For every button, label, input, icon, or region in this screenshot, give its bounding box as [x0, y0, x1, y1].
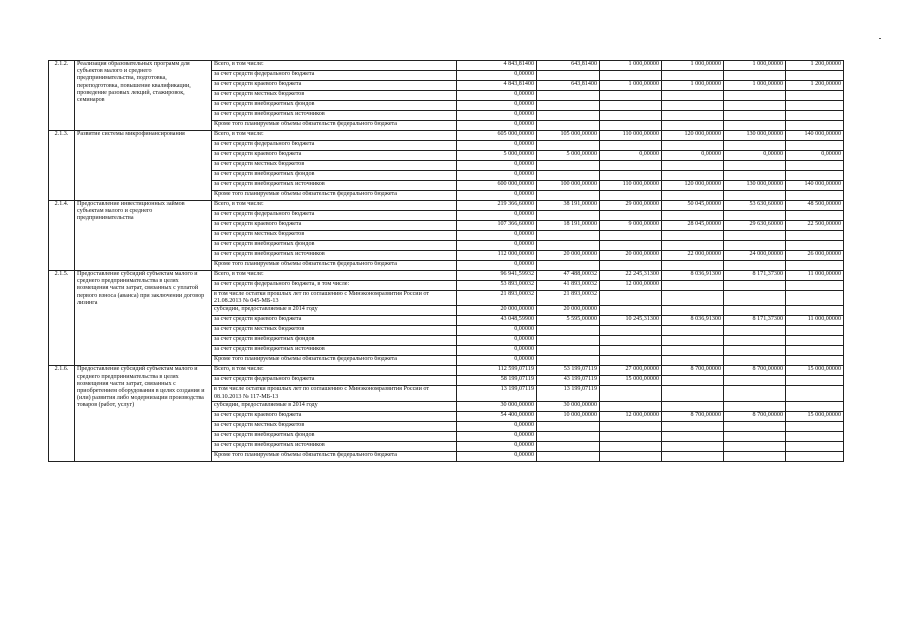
amount-year [600, 91, 662, 101]
amount-year [600, 71, 662, 81]
amount-year: 8 036,91300 [662, 271, 724, 281]
amount-year [600, 101, 662, 111]
amount-year [662, 171, 724, 181]
amount-total: 0,00000 [457, 441, 537, 451]
amount-total: 21 893,00032 [457, 291, 537, 306]
amount-total: 0,00000 [457, 91, 537, 101]
amount-year: 0,00000 [786, 151, 844, 161]
funding-source: за счет средств местных бюджетов [212, 91, 457, 101]
amount-year: 15 000,00000 [786, 411, 844, 421]
funding-source: Кроме того планируемые объемы обязательств федерального бюджета [212, 121, 457, 131]
amount-year [662, 91, 724, 101]
funding-table [48, 60, 844, 462]
amount-year: 8 700,00000 [724, 366, 786, 376]
funding-source: Всего, в том числе: [212, 201, 457, 211]
amount-year [537, 261, 600, 271]
funding-source: субсидии, предоставляемые в 2014 году [212, 306, 457, 316]
amount-year [662, 326, 724, 336]
amount-year [662, 141, 724, 151]
amount-year [662, 121, 724, 131]
amount-year [786, 451, 844, 461]
amount-year [786, 401, 844, 411]
amount-year [600, 161, 662, 171]
amount-year [662, 191, 724, 201]
amount-year [537, 421, 600, 431]
section-title: Предоставление субсидий субъектам малого и среднего предпринимательства в целях возмещения части затрат, связанных с уплатой первого взноса (аванса) при заключении договор лизинга [75, 271, 212, 366]
amount-year [786, 441, 844, 451]
amount-year [786, 421, 844, 431]
funding-source: Всего, в том числе: [212, 271, 457, 281]
amount-year: 0,00000 [662, 151, 724, 161]
amount-year: 22 245,31300 [600, 271, 662, 281]
amount-year [537, 121, 600, 131]
amount-year [600, 356, 662, 366]
amount-year [786, 386, 844, 401]
amount-total: 30 000,00000 [457, 401, 537, 411]
amount-year [662, 111, 724, 121]
amount-year [724, 346, 786, 356]
funding-source: за счет средств краевого бюджета [212, 221, 457, 231]
amount-total: 605 000,00000 [457, 131, 537, 141]
amount-year [786, 121, 844, 131]
amount-year [786, 101, 844, 111]
funding-source: за счет средств федерального бюджета [212, 71, 457, 81]
amount-year [724, 451, 786, 461]
amount-year: 47 488,00032 [537, 271, 600, 281]
amount-year [600, 421, 662, 431]
amount-year: 120 000,00000 [662, 131, 724, 141]
amount-total: 0,00000 [457, 111, 537, 121]
amount-year: 1 000,00000 [600, 81, 662, 91]
amount-year [786, 111, 844, 121]
funding-source: за счет средств внебюджетных источников [212, 111, 457, 121]
amount-year [786, 261, 844, 271]
amount-year [786, 71, 844, 81]
amount-year: 12 000,00000 [600, 281, 662, 291]
funding-source: за счет средств местных бюджетов [212, 161, 457, 171]
amount-year: 105 000,00000 [537, 131, 600, 141]
amount-year [724, 191, 786, 201]
amount-year: 21 893,00032 [537, 291, 600, 306]
amount-year [662, 101, 724, 111]
amount-year [600, 326, 662, 336]
amount-year [724, 101, 786, 111]
amount-year: 1 000,00000 [662, 81, 724, 91]
table-row [49, 366, 844, 376]
amount-year: 27 000,00000 [600, 366, 662, 376]
amount-year: 11 000,00000 [786, 316, 844, 326]
amount-year [786, 326, 844, 336]
section-title: Реализация образовательных программ для субъектов малого и среднего предпринимательства, подготовка, переподготовка, повышение квалификации, проведение разовых лекций, стажировок, семинаров [75, 61, 212, 131]
amount-total: 0,00000 [457, 421, 537, 431]
section-code: 2.1.4. [49, 201, 75, 271]
funding-source: за счет средств местных бюджетов [212, 326, 457, 336]
amount-total: 0,00000 [457, 336, 537, 346]
amount-year [600, 451, 662, 461]
amount-year: 130 000,00000 [724, 131, 786, 141]
amount-total: 43 048,59900 [457, 316, 537, 326]
amount-year [724, 231, 786, 241]
amount-total: 96 941,59932 [457, 271, 537, 281]
amount-year [786, 281, 844, 291]
amount-year [724, 121, 786, 131]
amount-year [662, 261, 724, 271]
amount-year: 643,81400 [537, 81, 600, 91]
amount-year [724, 211, 786, 221]
funding-source: за счет средств федерального бюджета [212, 211, 457, 221]
amount-year [662, 386, 724, 401]
amount-year: 140 000,00000 [786, 131, 844, 141]
amount-total: 53 893,00032 [457, 281, 537, 291]
amount-year: 30 000,00000 [537, 401, 600, 411]
amount-year [537, 346, 600, 356]
amount-year [662, 306, 724, 316]
table-row [49, 201, 844, 211]
amount-year: 26 000,00000 [786, 251, 844, 261]
amount-year [724, 141, 786, 151]
amount-year [662, 376, 724, 386]
amount-year [600, 111, 662, 121]
amount-year [537, 441, 600, 451]
funding-source: Кроме того планируемые объемы обязательств федерального бюджета [212, 356, 457, 366]
amount-year [537, 111, 600, 121]
amount-year: 28 045,00000 [662, 221, 724, 231]
amount-year [724, 241, 786, 251]
amount-year: 1 000,00000 [724, 61, 786, 71]
amount-year [600, 336, 662, 346]
amount-year [600, 441, 662, 451]
amount-year: 20 000,00000 [537, 306, 600, 316]
amount-year: 18 191,00000 [537, 221, 600, 231]
amount-year [537, 191, 600, 201]
amount-year: 8 700,00000 [662, 366, 724, 376]
amount-year [600, 231, 662, 241]
amount-total: 0,00000 [457, 261, 537, 271]
amount-year [724, 306, 786, 316]
amount-total: 0,00000 [457, 161, 537, 171]
funding-source: Всего, в том числе: [212, 131, 457, 141]
funding-source: за счет средств внебюджетных источников [212, 251, 457, 261]
amount-year [537, 431, 600, 441]
funding-source: Кроме того планируемые объемы обязательств федерального бюджета [212, 261, 457, 271]
funding-source: Кроме того планируемые объемы обязательств федерального бюджета [212, 191, 457, 201]
amount-year [600, 191, 662, 201]
amount-total: 5 000,00000 [457, 151, 537, 161]
amount-year [786, 356, 844, 366]
funding-source: за счет средств краевого бюджета [212, 316, 457, 326]
table-row [49, 61, 844, 71]
amount-total: 219 366,60000 [457, 201, 537, 211]
funding-source: за счет средств внебюджетных источников [212, 181, 457, 191]
funding-source: за счет средств краевого бюджета [212, 411, 457, 421]
funding-source: за счет средств краевого бюджета [212, 151, 457, 161]
amount-year [724, 91, 786, 101]
amount-year [724, 71, 786, 81]
amount-year: 1 200,00000 [786, 81, 844, 91]
amount-year [724, 386, 786, 401]
amount-year [600, 431, 662, 441]
amount-year [537, 241, 600, 251]
amount-year [724, 401, 786, 411]
amount-total: 0,00000 [457, 101, 537, 111]
amount-year [786, 291, 844, 306]
amount-year [786, 241, 844, 251]
funding-source: за счет средств внебюджетных фондов [212, 101, 457, 111]
amount-year: 0,00000 [600, 151, 662, 161]
amount-total: 0,00000 [457, 431, 537, 441]
amount-total: 13 199,07119 [457, 386, 537, 401]
amount-year [662, 71, 724, 81]
amount-total: 0,00000 [457, 171, 537, 181]
amount-year [537, 161, 600, 171]
amount-year: 13 199,07119 [537, 386, 600, 401]
amount-year: 1 000,00000 [724, 81, 786, 91]
funding-source: Всего, в том числе: [212, 61, 457, 71]
amount-year [724, 336, 786, 346]
funding-source: в том числе остатки прошлых лет по соглашению с Минэкономразвития России от 08.10.2013 № 117-МБ-13 [212, 386, 457, 401]
amount-year: 53 630,60000 [724, 201, 786, 211]
amount-year [786, 431, 844, 441]
amount-year: 43 199,07119 [537, 376, 600, 386]
amount-year [662, 211, 724, 221]
amount-year [724, 111, 786, 121]
section-title: Развитие системы микрофинансирования [75, 131, 212, 201]
amount-year [786, 376, 844, 386]
amount-year [724, 281, 786, 291]
section-code: 2.1.2. [49, 61, 75, 131]
amount-year [537, 101, 600, 111]
amount-year [662, 401, 724, 411]
funding-source: за счет средств внебюджетных фондов [212, 241, 457, 251]
amount-year: 1 200,00000 [786, 61, 844, 71]
amount-year: 20 000,00000 [537, 251, 600, 261]
amount-year [537, 171, 600, 181]
amount-year [662, 451, 724, 461]
amount-year: 22 000,00000 [662, 251, 724, 261]
amount-year: 38 191,00000 [537, 201, 600, 211]
amount-year [786, 211, 844, 221]
amount-total: 0,00000 [457, 326, 537, 336]
amount-total: 0,00000 [457, 71, 537, 81]
amount-year [724, 356, 786, 366]
amount-year [537, 141, 600, 151]
amount-year [600, 121, 662, 131]
amount-year [600, 261, 662, 271]
amount-year [662, 161, 724, 171]
funding-source: Кроме того планируемые объемы обязательств федерального бюджета [212, 451, 457, 461]
funding-source: за счет средств федерального бюджета [212, 141, 457, 151]
amount-year [600, 171, 662, 181]
amount-year [600, 386, 662, 401]
amount-year [662, 431, 724, 441]
amount-year [786, 141, 844, 151]
section-code: 2.1.3. [49, 131, 75, 201]
funding-source: за счет средств краевого бюджета [212, 81, 457, 91]
amount-year [724, 171, 786, 181]
amount-total: 0,00000 [457, 191, 537, 201]
funding-source: за счет средств местных бюджетов [212, 421, 457, 431]
amount-year [600, 241, 662, 251]
amount-year [724, 261, 786, 271]
amount-total: 54 400,00000 [457, 411, 537, 421]
amount-year [537, 451, 600, 461]
amount-year [724, 441, 786, 451]
amount-year [786, 161, 844, 171]
amount-year [662, 241, 724, 251]
amount-year: 24 000,00000 [724, 251, 786, 261]
funding-table-body [49, 61, 844, 462]
amount-year [662, 231, 724, 241]
funding-source: за счет средств федерального бюджета [212, 376, 457, 386]
amount-year: 20 000,00000 [600, 251, 662, 261]
amount-total: 0,00000 [457, 346, 537, 356]
section-code: 2.1.6. [49, 366, 75, 461]
amount-year [786, 346, 844, 356]
amount-total: 0,00000 [457, 241, 537, 251]
amount-total: 4 843,81400 [457, 61, 537, 71]
section-title: Предоставление субсидий субъектам малого и среднего предпринимательства в целях возмещения части затрат, связанных с приобретением оборудования в целях создания и (или) развития либо модернизации производства товаров (работ, услуг) [75, 366, 212, 461]
amount-year: 29 000,00000 [600, 201, 662, 211]
funding-source: за счет средств внебюджетных источников [212, 346, 457, 356]
section-title: Предоставление инвестиционных займов субъектам малого и среднего предпринимательства [75, 201, 212, 271]
amount-total: 112 599,07119 [457, 366, 537, 376]
amount-year: 22 500,00000 [786, 221, 844, 231]
amount-total: 20 000,00000 [457, 306, 537, 316]
table-row [49, 131, 844, 141]
amount-year [662, 421, 724, 431]
amount-year: 8 171,37300 [724, 316, 786, 326]
amount-total: 0,00000 [457, 121, 537, 131]
amount-total: 0,00000 [457, 356, 537, 366]
amount-year: 130 000,00000 [724, 181, 786, 191]
amount-total: 112 000,00000 [457, 251, 537, 261]
amount-total: 0,00000 [457, 231, 537, 241]
amount-year: 140 000,00000 [786, 181, 844, 191]
amount-year [724, 161, 786, 171]
funding-source: Всего, в том числе: [212, 366, 457, 376]
amount-year: 120 000,00000 [662, 181, 724, 191]
amount-year [724, 376, 786, 386]
amount-year [537, 71, 600, 81]
amount-year: 41 893,00032 [537, 281, 600, 291]
amount-year: 29 630,60000 [724, 221, 786, 231]
amount-year [786, 171, 844, 181]
amount-total: 107 366,60000 [457, 221, 537, 231]
amount-year: 10 245,31300 [600, 316, 662, 326]
amount-year: 5 000,00000 [537, 151, 600, 161]
amount-year [724, 326, 786, 336]
amount-year [786, 231, 844, 241]
amount-year: 1 000,00000 [662, 61, 724, 71]
amount-year: 50 045,00000 [662, 201, 724, 211]
amount-year [662, 356, 724, 366]
amount-year: 110 000,00000 [600, 181, 662, 191]
amount-year [786, 336, 844, 346]
funding-source: за счет средств федерального бюджета, в том числе: [212, 281, 457, 291]
amount-year: 8 171,37300 [724, 271, 786, 281]
amount-year [724, 421, 786, 431]
amount-year [662, 336, 724, 346]
section-code: 2.1.5. [49, 271, 75, 366]
amount-year: 1 000,00000 [600, 61, 662, 71]
amount-year [537, 231, 600, 241]
amount-year: 110 000,00000 [600, 131, 662, 141]
amount-year [662, 441, 724, 451]
amount-year: 15 000,00000 [600, 376, 662, 386]
funding-source: за счет средств внебюджетных фондов [212, 431, 457, 441]
amount-year: 8 036,91300 [662, 316, 724, 326]
amount-year: 15 000,00000 [786, 366, 844, 376]
amount-year: 643,81400 [537, 61, 600, 71]
amount-year: 48 500,00000 [786, 201, 844, 211]
amount-year: 5 595,00000 [537, 316, 600, 326]
amount-year [662, 281, 724, 291]
amount-year: 9 000,00000 [600, 221, 662, 231]
funding-source: субсидии, предоставляемые в 2014 году [212, 401, 457, 411]
amount-year [600, 211, 662, 221]
amount-year [724, 431, 786, 441]
amount-total: 600 000,00000 [457, 181, 537, 191]
amount-total: 0,00000 [457, 451, 537, 461]
amount-year: 100 000,00000 [537, 181, 600, 191]
amount-year [600, 141, 662, 151]
funding-source: за счет средств внебюджетных источников [212, 441, 457, 451]
amount-year [600, 291, 662, 306]
funding-source: за счет средств местных бюджетов [212, 231, 457, 241]
amount-total: 58 199,07119 [457, 376, 537, 386]
amount-year [537, 336, 600, 346]
amount-year [600, 306, 662, 316]
amount-year [537, 356, 600, 366]
table-row [49, 271, 844, 281]
amount-year [537, 326, 600, 336]
amount-year [786, 306, 844, 316]
amount-year: 0,00000 [724, 151, 786, 161]
amount-year [600, 346, 662, 356]
amount-year [786, 91, 844, 101]
amount-year [600, 401, 662, 411]
amount-year [786, 191, 844, 201]
scan-speck [879, 38, 881, 39]
amount-year [662, 346, 724, 356]
amount-year [662, 291, 724, 306]
amount-year: 12 000,00000 [600, 411, 662, 421]
funding-source: в том числе остатки прошлых лет по соглашению с Минэкономразвития России от 21.08.2013 № 045-МБ-13 [212, 291, 457, 306]
amount-year: 10 000,00000 [537, 411, 600, 421]
funding-source: за счет средств внебюджетных фондов [212, 336, 457, 346]
amount-year: 11 000,00000 [786, 271, 844, 281]
amount-year: 8 700,00000 [724, 411, 786, 421]
amount-year: 53 199,07119 [537, 366, 600, 376]
amount-total: 0,00000 [457, 141, 537, 151]
amount-year [537, 91, 600, 101]
amount-total: 4 843,81400 [457, 81, 537, 91]
amount-total: 0,00000 [457, 211, 537, 221]
amount-year [724, 291, 786, 306]
amount-year: 8 700,00000 [662, 411, 724, 421]
amount-year [537, 211, 600, 221]
funding-source: за счет средств внебюджетных фондов [212, 171, 457, 181]
